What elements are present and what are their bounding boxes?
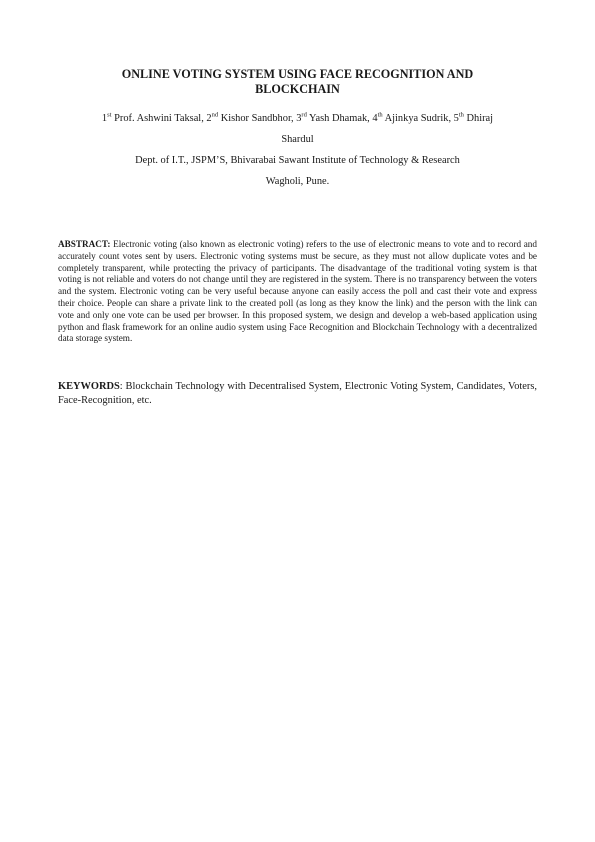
author-5-ordinal: 5 (453, 113, 459, 124)
author-2 (206, 113, 296, 124)
abstract-label: ABSTRACT: (58, 239, 111, 249)
author-3-ordinal: 3 (296, 113, 302, 124)
author-3-ordinal-suffix: rd (301, 111, 307, 119)
author-5-name-continued: Shardul (281, 134, 314, 145)
author-5 (454, 113, 493, 124)
abstract-section (58, 239, 537, 345)
keywords-text: : Blockchain Technology with Decentralised System, Electronic Voting System, Candidates, Voters, Face-Recognition, etc. (58, 381, 537, 406)
paper-title-line-1: ONLINE VOTING SYSTEM USING FACE RECOGNITION AND (121, 67, 474, 81)
paper-title (70, 67, 525, 97)
affiliation-line-1: Dept. of I.T., JSPM’S, Bhivarabai Sawant Institute of Technology & Research (135, 155, 460, 166)
author-5-ordinal-suffix: th (458, 111, 464, 119)
author-4-ordinal: 4 (372, 113, 378, 124)
author-3 (296, 113, 372, 124)
author-3-name: Yash Dhamak, (309, 113, 373, 124)
author-2-name: Kishor Sandbhor, (220, 113, 297, 124)
affiliation-line-2: Wagholi, Pune. (265, 176, 330, 187)
author-1-name: Prof. Ashwini Taksal, (114, 113, 207, 124)
keywords-label: KEYWORDS (58, 381, 120, 392)
author-1-ordinal: 1 (101, 113, 108, 124)
author-4 (372, 113, 453, 124)
paper-title-line-2: BLOCKCHAIN (255, 82, 340, 96)
affiliation (56, 150, 539, 192)
abstract-text: Electronic voting (also known as electronic voting) refers to the use of electronic means to vote and to record and accurately count votes sent by users. Electronic voting systems must be secure, as they must not allow duplicate votes and be completely transparent, while protecting the privacy of participants. The disadvantage of the traditional voting system is that voting is not reliable and voters do not change until they are registered in the system. There is no transparency between the voters and the system. Electronic voting can be very useful because anyone can easily access the poll and cast their vote and express their choice. People can share a private link to the created poll (as long as they know the link) and the person with the link can vote and only one vote can be used per browser. In this proposed system, we design and develop a web-based application using python and flask framework for an online audio system using Face Recognition and Blockchain Technology with a decentralized data storage system. (58, 239, 537, 344)
author-1 (102, 113, 206, 124)
author-4-ordinal-suffix: th (377, 111, 383, 119)
author-2-ordinal-suffix: nd (211, 111, 219, 119)
keywords-section (58, 380, 537, 408)
author-list (56, 108, 539, 150)
author-4-name: Ajinkya Sudrik, (384, 113, 454, 124)
author-2-ordinal: 2 (206, 113, 212, 124)
author-1-ordinal-suffix: st (107, 111, 112, 119)
author-5-name: Dhiraj (466, 113, 494, 124)
